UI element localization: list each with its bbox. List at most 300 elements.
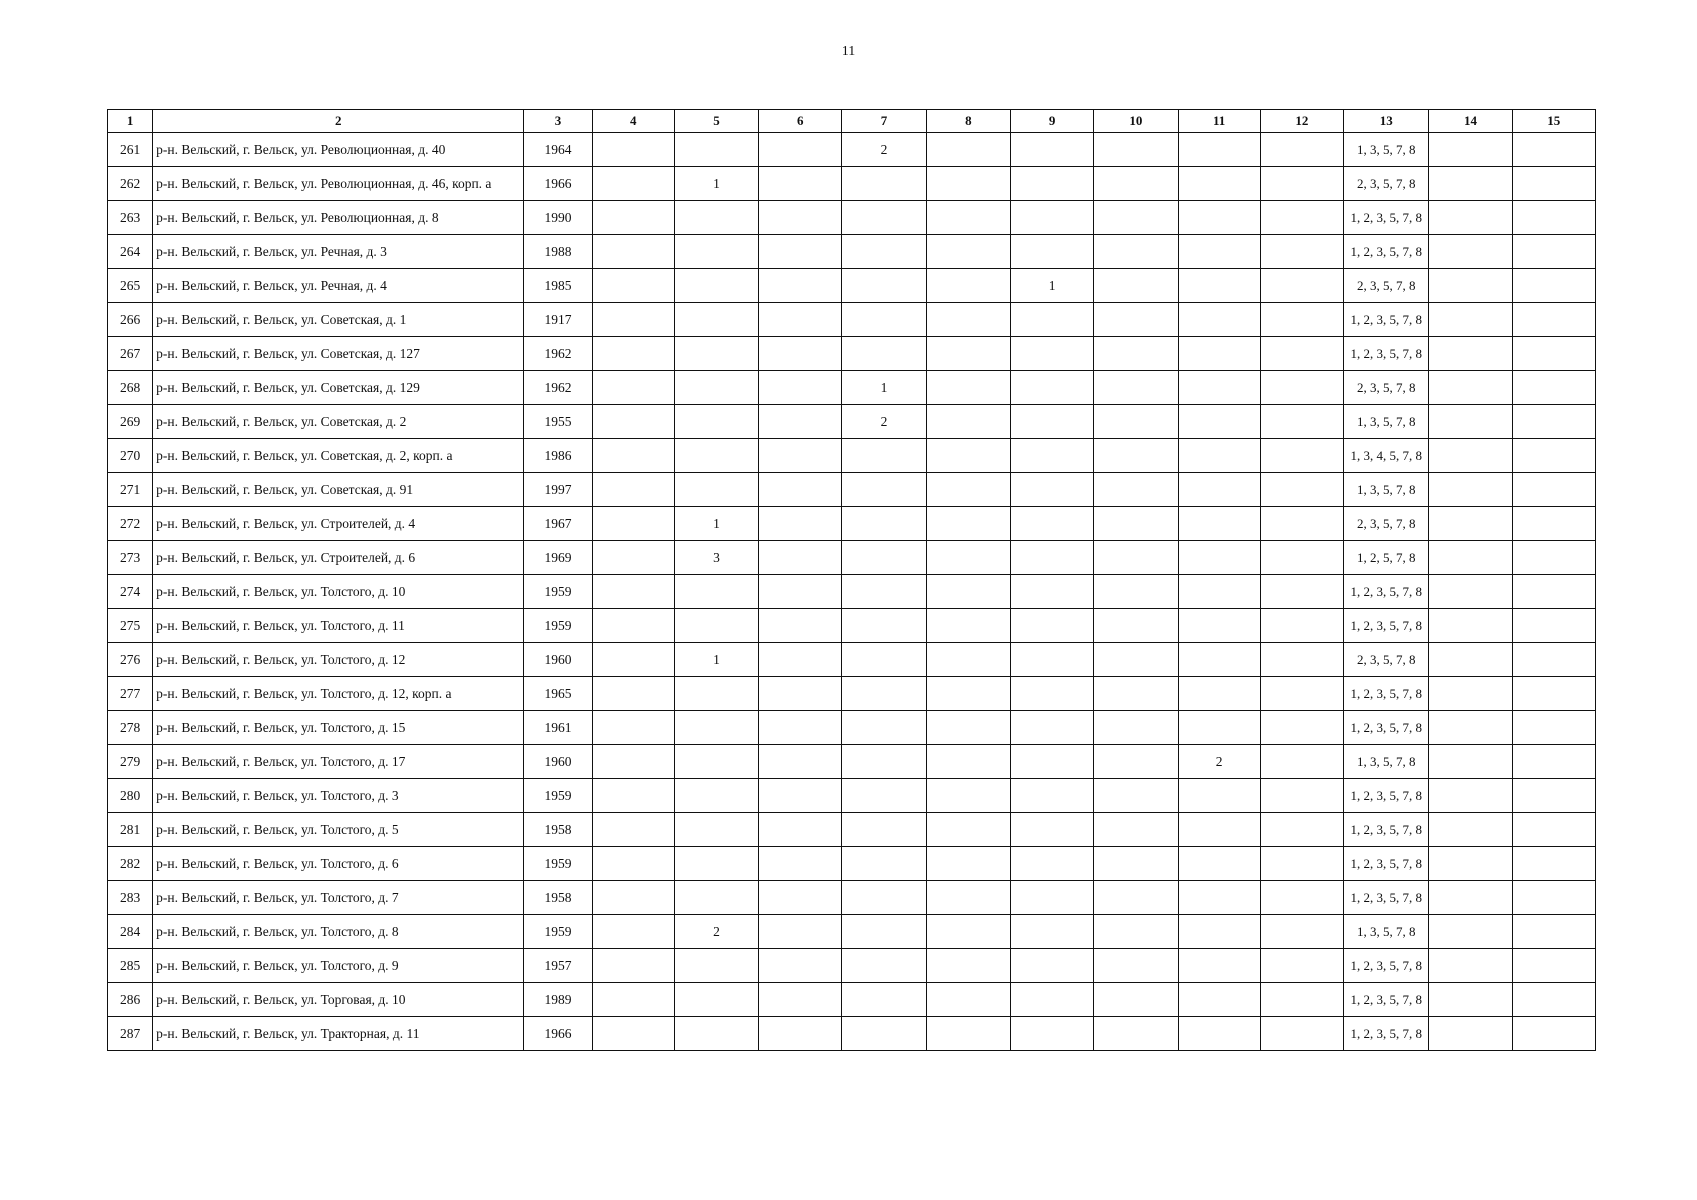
codes-cell: 1, 3, 5, 7, 8 [1344, 473, 1429, 507]
cell-col-9 [1010, 881, 1093, 915]
cell-col-11 [1178, 983, 1260, 1017]
cell-col-15 [1512, 541, 1595, 575]
address-cell: р-н. Вельский, г. Вельск, ул. Торговая, д. 10 [153, 983, 524, 1017]
cell-col-14 [1429, 1017, 1512, 1051]
cell-col-14 [1429, 541, 1512, 575]
cell-col-15 [1512, 473, 1595, 507]
cell-col-14 [1429, 405, 1512, 439]
cell-col-7 [842, 643, 926, 677]
cell-col-15 [1512, 949, 1595, 983]
cell-col-9 [1010, 643, 1093, 677]
cell-col-12 [1260, 881, 1343, 915]
address-cell: р-н. Вельский, г. Вельск, ул. Строителей, д. 4 [153, 507, 524, 541]
cell-col-12 [1260, 813, 1343, 847]
cell-col-5: 1 [674, 507, 758, 541]
address-cell: р-н. Вельский, г. Вельск, ул. Советская, д. 91 [153, 473, 524, 507]
cell-col-11 [1178, 235, 1260, 269]
cell-col-8 [926, 949, 1010, 983]
cell-col-10 [1094, 133, 1178, 167]
table-row [108, 201, 1596, 235]
cell-col-8 [926, 609, 1010, 643]
table-row [108, 541, 1596, 575]
cell-col-9 [1010, 303, 1093, 337]
cell-col-10 [1094, 371, 1178, 405]
cell-col-14 [1429, 337, 1512, 371]
cell-col-8 [926, 1017, 1010, 1051]
codes-cell: 2, 3, 5, 7, 8 [1344, 643, 1429, 677]
cell-col-4 [592, 1017, 674, 1051]
cell-col-15 [1512, 439, 1595, 473]
table-row [108, 779, 1596, 813]
cell-col-12 [1260, 473, 1343, 507]
cell-col-5 [674, 881, 758, 915]
cell-col-9 [1010, 1017, 1093, 1051]
row-number-cell: 277 [108, 677, 153, 711]
row-number-cell: 272 [108, 507, 153, 541]
row-number-cell: 271 [108, 473, 153, 507]
row-number-cell: 268 [108, 371, 153, 405]
codes-cell: 1, 2, 3, 5, 7, 8 [1344, 847, 1429, 881]
table-row [108, 983, 1596, 1017]
row-number-cell: 280 [108, 779, 153, 813]
cell-col-14 [1429, 201, 1512, 235]
year-cell: 1989 [524, 983, 592, 1017]
cell-col-9: 1 [1010, 269, 1093, 303]
column-header-4: 4 [592, 110, 674, 133]
cell-col-6 [759, 405, 842, 439]
table-row [108, 235, 1596, 269]
cell-col-5 [674, 439, 758, 473]
cell-col-6 [759, 439, 842, 473]
cell-col-15 [1512, 779, 1595, 813]
cell-col-10 [1094, 473, 1178, 507]
cell-col-15 [1512, 405, 1595, 439]
cell-col-12 [1260, 983, 1343, 1017]
cell-col-4 [592, 949, 674, 983]
cell-col-14 [1429, 609, 1512, 643]
year-cell: 1959 [524, 609, 592, 643]
year-cell: 1965 [524, 677, 592, 711]
cell-col-9 [1010, 541, 1093, 575]
column-header-6: 6 [759, 110, 842, 133]
cell-col-4 [592, 745, 674, 779]
year-cell: 1959 [524, 915, 592, 949]
row-number-cell: 273 [108, 541, 153, 575]
table-row [108, 133, 1596, 167]
cell-col-14 [1429, 167, 1512, 201]
address-cell: р-н. Вельский, г. Вельск, ул. Советская, д. 2 [153, 405, 524, 439]
cell-col-12 [1260, 915, 1343, 949]
cell-col-4 [592, 983, 674, 1017]
cell-col-14 [1429, 507, 1512, 541]
cell-col-11 [1178, 1017, 1260, 1051]
cell-col-14 [1429, 949, 1512, 983]
codes-cell: 1, 2, 3, 5, 7, 8 [1344, 677, 1429, 711]
row-number-cell: 269 [108, 405, 153, 439]
cell-col-12 [1260, 269, 1343, 303]
table-row [108, 609, 1596, 643]
address-cell: р-н. Вельский, г. Вельск, ул. Толстого, д. 9 [153, 949, 524, 983]
cell-col-9 [1010, 677, 1093, 711]
codes-cell: 2, 3, 5, 7, 8 [1344, 371, 1429, 405]
cell-col-9 [1010, 711, 1093, 745]
year-cell: 1966 [524, 1017, 592, 1051]
table-row [108, 745, 1596, 779]
cell-col-5 [674, 847, 758, 881]
cell-col-7 [842, 167, 926, 201]
row-number-cell: 285 [108, 949, 153, 983]
row-number-cell: 278 [108, 711, 153, 745]
column-header-1: 1 [108, 110, 153, 133]
cell-col-4 [592, 337, 674, 371]
cell-col-10 [1094, 677, 1178, 711]
year-cell: 1967 [524, 507, 592, 541]
year-cell: 1990 [524, 201, 592, 235]
cell-col-15 [1512, 235, 1595, 269]
row-number-cell: 279 [108, 745, 153, 779]
table-row [108, 473, 1596, 507]
cell-col-15 [1512, 609, 1595, 643]
cell-col-11 [1178, 439, 1260, 473]
row-number-cell: 281 [108, 813, 153, 847]
cell-col-11 [1178, 371, 1260, 405]
cell-col-6 [759, 1017, 842, 1051]
cell-col-4 [592, 711, 674, 745]
cell-col-7 [842, 473, 926, 507]
cell-col-12 [1260, 303, 1343, 337]
cell-col-4 [592, 813, 674, 847]
cell-col-7: 2 [842, 405, 926, 439]
cell-col-12 [1260, 847, 1343, 881]
codes-cell: 1, 2, 3, 5, 7, 8 [1344, 711, 1429, 745]
cell-col-5 [674, 677, 758, 711]
cell-col-12 [1260, 1017, 1343, 1051]
address-cell: р-н. Вельский, г. Вельск, ул. Толстого, д. 8 [153, 915, 524, 949]
address-cell: р-н. Вельский, г. Вельск, ул. Толстого, д. 11 [153, 609, 524, 643]
cell-col-4 [592, 473, 674, 507]
cell-col-6 [759, 541, 842, 575]
table-row [108, 813, 1596, 847]
cell-col-10 [1094, 167, 1178, 201]
column-header-12: 12 [1260, 110, 1343, 133]
cell-col-9 [1010, 133, 1093, 167]
cell-col-11 [1178, 337, 1260, 371]
address-cell: р-н. Вельский, г. Вельск, ул. Толстого, д. 15 [153, 711, 524, 745]
cell-col-15 [1512, 711, 1595, 745]
cell-col-8 [926, 541, 1010, 575]
cell-col-5 [674, 473, 758, 507]
cell-col-4 [592, 575, 674, 609]
cell-col-10 [1094, 609, 1178, 643]
cell-col-8 [926, 575, 1010, 609]
row-number-cell: 264 [108, 235, 153, 269]
codes-cell: 1, 2, 3, 5, 7, 8 [1344, 201, 1429, 235]
cell-col-5 [674, 405, 758, 439]
cell-col-8 [926, 745, 1010, 779]
cell-col-9 [1010, 983, 1093, 1017]
cell-col-12 [1260, 745, 1343, 779]
address-cell: р-н. Вельский, г. Вельск, ул. Толстого, д. 7 [153, 881, 524, 915]
codes-cell: 1, 3, 5, 7, 8 [1344, 405, 1429, 439]
address-cell: р-н. Вельский, г. Вельск, ул. Речная, д. 4 [153, 269, 524, 303]
cell-col-7 [842, 337, 926, 371]
cell-col-5 [674, 269, 758, 303]
codes-cell: 1, 2, 3, 5, 7, 8 [1344, 303, 1429, 337]
codes-cell: 1, 2, 3, 5, 7, 8 [1344, 779, 1429, 813]
cell-col-7 [842, 949, 926, 983]
year-cell: 1917 [524, 303, 592, 337]
cell-col-4 [592, 167, 674, 201]
cell-col-12 [1260, 575, 1343, 609]
cell-col-11 [1178, 881, 1260, 915]
cell-col-8 [926, 439, 1010, 473]
cell-col-12 [1260, 337, 1343, 371]
cell-col-7 [842, 881, 926, 915]
cell-col-14 [1429, 643, 1512, 677]
cell-col-8 [926, 303, 1010, 337]
cell-col-7 [842, 609, 926, 643]
cell-col-4 [592, 439, 674, 473]
cell-col-7 [842, 269, 926, 303]
cell-col-5 [674, 575, 758, 609]
cell-col-15 [1512, 575, 1595, 609]
year-cell: 1997 [524, 473, 592, 507]
table-body [108, 133, 1596, 1051]
cell-col-8 [926, 337, 1010, 371]
codes-cell: 1, 2, 3, 5, 7, 8 [1344, 1017, 1429, 1051]
cell-col-14 [1429, 983, 1512, 1017]
codes-cell: 2, 3, 5, 7, 8 [1344, 167, 1429, 201]
year-cell: 1955 [524, 405, 592, 439]
cell-col-10 [1094, 303, 1178, 337]
row-number-cell: 283 [108, 881, 153, 915]
column-header-15: 15 [1512, 110, 1595, 133]
cell-col-14 [1429, 269, 1512, 303]
year-cell: 1988 [524, 235, 592, 269]
address-cell: р-н. Вельский, г. Вельск, ул. Революционная, д. 8 [153, 201, 524, 235]
column-header-3: 3 [524, 110, 592, 133]
address-cell: р-н. Вельский, г. Вельск, ул. Тракторная, д. 11 [153, 1017, 524, 1051]
column-header-10: 10 [1094, 110, 1178, 133]
year-cell: 1962 [524, 337, 592, 371]
address-cell: р-н. Вельский, г. Вельск, ул. Революционная, д. 40 [153, 133, 524, 167]
cell-col-7: 1 [842, 371, 926, 405]
cell-col-12 [1260, 609, 1343, 643]
cell-col-12 [1260, 711, 1343, 745]
cell-col-15 [1512, 813, 1595, 847]
cell-col-11 [1178, 133, 1260, 167]
table-row [108, 643, 1596, 677]
cell-col-9 [1010, 915, 1093, 949]
year-cell: 1962 [524, 371, 592, 405]
cell-col-7: 2 [842, 133, 926, 167]
address-cell: р-н. Вельский, г. Вельск, ул. Строителей, д. 6 [153, 541, 524, 575]
cell-col-7 [842, 201, 926, 235]
cell-col-7 [842, 711, 926, 745]
cell-col-15 [1512, 133, 1595, 167]
cell-col-12 [1260, 779, 1343, 813]
column-header-13: 13 [1344, 110, 1429, 133]
cell-col-10 [1094, 201, 1178, 235]
cell-col-11 [1178, 643, 1260, 677]
cell-col-10 [1094, 949, 1178, 983]
page-number: 11 [841, 44, 856, 59]
cell-col-12 [1260, 507, 1343, 541]
cell-col-14 [1429, 881, 1512, 915]
year-cell: 1961 [524, 711, 592, 745]
codes-cell: 1, 3, 5, 7, 8 [1344, 133, 1429, 167]
column-header-11: 11 [1178, 110, 1260, 133]
cell-col-5 [674, 303, 758, 337]
cell-col-6 [759, 575, 842, 609]
cell-col-10 [1094, 813, 1178, 847]
row-number-cell: 275 [108, 609, 153, 643]
codes-cell: 1, 2, 3, 5, 7, 8 [1344, 949, 1429, 983]
year-cell: 1964 [524, 133, 592, 167]
cell-col-15 [1512, 677, 1595, 711]
cell-col-11 [1178, 609, 1260, 643]
cell-col-6 [759, 473, 842, 507]
cell-col-9 [1010, 779, 1093, 813]
cell-col-11 [1178, 201, 1260, 235]
cell-col-9 [1010, 439, 1093, 473]
cell-col-9 [1010, 609, 1093, 643]
cell-col-15 [1512, 745, 1595, 779]
cell-col-9 [1010, 575, 1093, 609]
cell-col-11 [1178, 269, 1260, 303]
cell-col-14 [1429, 915, 1512, 949]
cell-col-5 [674, 1017, 758, 1051]
year-cell: 1957 [524, 949, 592, 983]
cell-col-6 [759, 847, 842, 881]
cell-col-10 [1094, 915, 1178, 949]
cell-col-11 [1178, 949, 1260, 983]
cell-col-14 [1429, 371, 1512, 405]
year-cell: 1959 [524, 847, 592, 881]
codes-cell: 1, 3, 5, 7, 8 [1344, 915, 1429, 949]
cell-col-9 [1010, 371, 1093, 405]
row-number-cell: 282 [108, 847, 153, 881]
row-number-cell: 266 [108, 303, 153, 337]
cell-col-12 [1260, 949, 1343, 983]
column-header-14: 14 [1429, 110, 1512, 133]
cell-col-12 [1260, 201, 1343, 235]
cell-col-15 [1512, 337, 1595, 371]
cell-col-11 [1178, 711, 1260, 745]
row-number-cell: 262 [108, 167, 153, 201]
address-cell: р-н. Вельский, г. Вельск, ул. Толстого, д. 6 [153, 847, 524, 881]
cell-col-12 [1260, 371, 1343, 405]
table-row [108, 915, 1596, 949]
cell-col-8 [926, 473, 1010, 507]
cell-col-6 [759, 201, 842, 235]
cell-col-14 [1429, 813, 1512, 847]
cell-col-7 [842, 303, 926, 337]
cell-col-10 [1094, 847, 1178, 881]
cell-col-14 [1429, 779, 1512, 813]
address-cell: р-н. Вельский, г. Вельск, ул. Революционная, д. 46, корп. а [153, 167, 524, 201]
cell-col-12 [1260, 167, 1343, 201]
cell-col-8 [926, 405, 1010, 439]
cell-col-7 [842, 813, 926, 847]
cell-col-11 [1178, 507, 1260, 541]
row-number-cell: 265 [108, 269, 153, 303]
cell-col-15 [1512, 201, 1595, 235]
cell-col-14 [1429, 235, 1512, 269]
cell-col-5: 1 [674, 167, 758, 201]
cell-col-15 [1512, 507, 1595, 541]
cell-col-8 [926, 235, 1010, 269]
cell-col-6 [759, 609, 842, 643]
cell-col-5 [674, 609, 758, 643]
codes-cell: 2, 3, 5, 7, 8 [1344, 269, 1429, 303]
cell-col-6 [759, 813, 842, 847]
year-cell: 1958 [524, 813, 592, 847]
cell-col-8 [926, 677, 1010, 711]
cell-col-15 [1512, 847, 1595, 881]
cell-col-10 [1094, 405, 1178, 439]
cell-col-5 [674, 949, 758, 983]
cell-col-8 [926, 507, 1010, 541]
cell-col-7 [842, 575, 926, 609]
cell-col-14 [1429, 439, 1512, 473]
row-number-cell: 270 [108, 439, 153, 473]
cell-col-6 [759, 881, 842, 915]
cell-col-10 [1094, 439, 1178, 473]
cell-col-6 [759, 983, 842, 1017]
cell-col-7 [842, 235, 926, 269]
cell-col-10 [1094, 983, 1178, 1017]
cell-col-4 [592, 541, 674, 575]
cell-col-4 [592, 133, 674, 167]
cell-col-15 [1512, 371, 1595, 405]
codes-cell: 1, 2, 3, 5, 7, 8 [1344, 235, 1429, 269]
cell-col-10 [1094, 541, 1178, 575]
cell-col-8 [926, 201, 1010, 235]
codes-cell: 2, 3, 5, 7, 8 [1344, 507, 1429, 541]
cell-col-6 [759, 371, 842, 405]
year-cell: 1959 [524, 779, 592, 813]
column-header-2: 2 [153, 110, 524, 133]
table-row [108, 303, 1596, 337]
column-header-9: 9 [1010, 110, 1093, 133]
cell-col-4 [592, 779, 674, 813]
codes-cell: 1, 2, 5, 7, 8 [1344, 541, 1429, 575]
cell-col-12 [1260, 235, 1343, 269]
row-number-cell: 274 [108, 575, 153, 609]
cell-col-12 [1260, 677, 1343, 711]
cell-col-4 [592, 643, 674, 677]
cell-col-5 [674, 371, 758, 405]
cell-col-5 [674, 779, 758, 813]
cell-col-12 [1260, 541, 1343, 575]
cell-col-5 [674, 235, 758, 269]
column-header-7: 7 [842, 110, 926, 133]
cell-col-15 [1512, 915, 1595, 949]
cell-col-11 [1178, 575, 1260, 609]
cell-col-6 [759, 133, 842, 167]
cell-col-7 [842, 439, 926, 473]
address-cell: р-н. Вельский, г. Вельск, ул. Толстого, д. 12 [153, 643, 524, 677]
table-row [108, 405, 1596, 439]
cell-col-10 [1094, 269, 1178, 303]
address-cell: р-н. Вельский, г. Вельск, ул. Советская, д. 129 [153, 371, 524, 405]
cell-col-11 [1178, 915, 1260, 949]
cell-col-11 [1178, 677, 1260, 711]
cell-col-10 [1094, 1017, 1178, 1051]
cell-col-7 [842, 745, 926, 779]
cell-col-8 [926, 133, 1010, 167]
